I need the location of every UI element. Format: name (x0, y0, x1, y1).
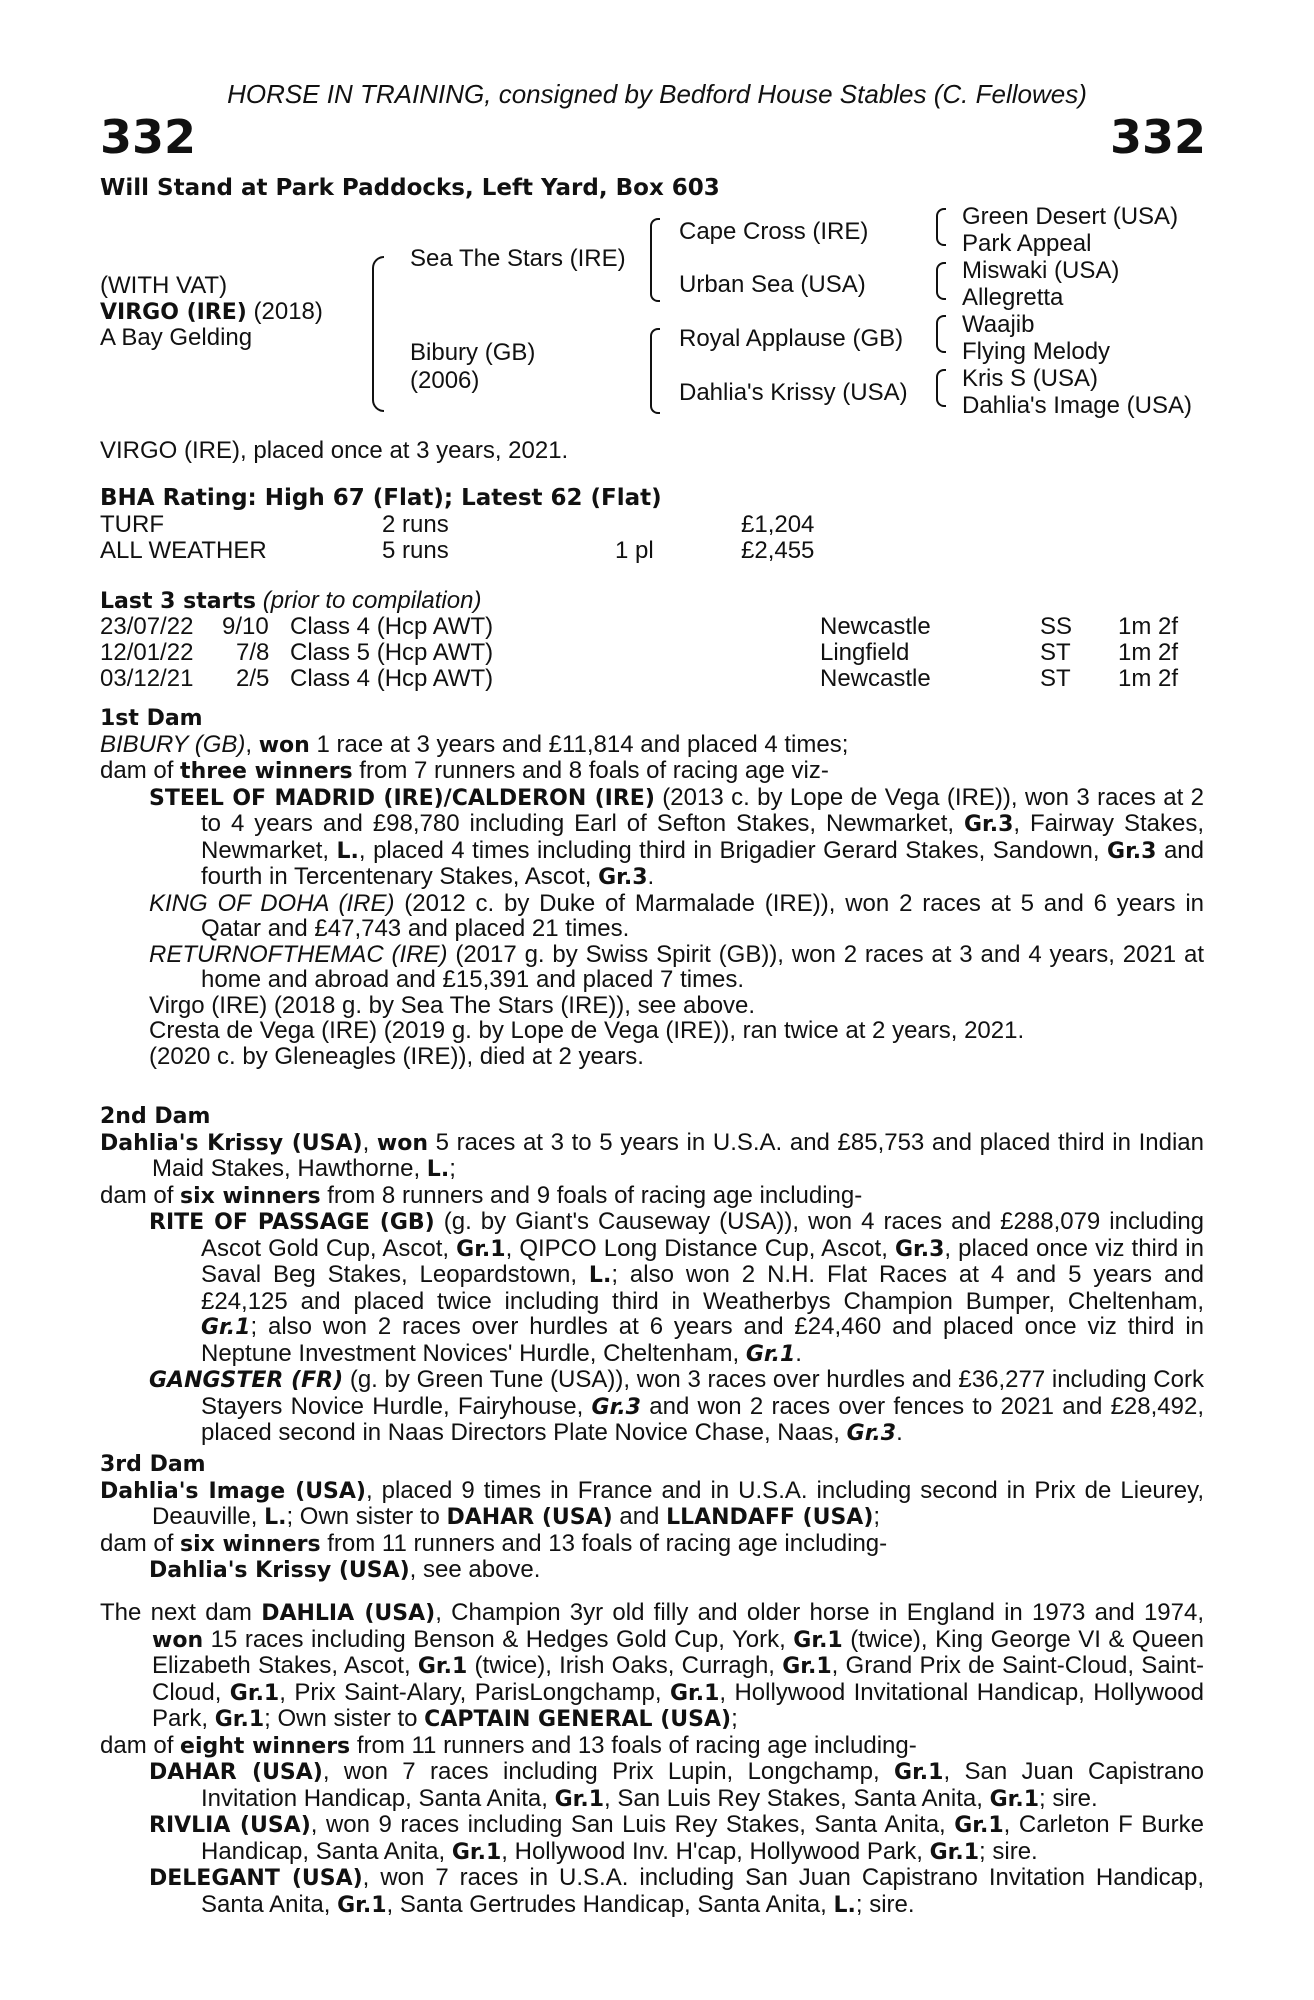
stand-location: Will Stand at Park Paddocks, Left Yard, Box 603 (100, 175, 720, 201)
text: , won 7 races including Prix Lupin, Longchamp, (322, 1758, 895, 1785)
start-race: Class 5 (Hcp AWT) (290, 639, 494, 666)
text: ; Own sister to (264, 1705, 425, 1732)
consignment-header: HORSE IN TRAINING, consigned by Bedford House Stables (C. Fellowes) (227, 79, 1087, 109)
grade-label: Gr.3 (598, 865, 648, 890)
text: dam of (100, 1731, 181, 1759)
start-date: 03/12/21 (100, 665, 194, 692)
dam-name: Dahlia's Image (USA) (100, 1478, 366, 1504)
start-surface: ST (1040, 639, 1071, 666)
last-starts-title: Last 3 starts (100, 589, 257, 614)
produce-entry: Virgo (IRE) (2018 g. by Sea The Stars (IRE)), see above. (149, 991, 756, 1019)
sibling-name: CAPTAIN GENERAL (USA) (424, 1707, 732, 1732)
grade-label: Gr.3 (894, 1236, 945, 1262)
rating-title: BHA Rating: High 67 (Flat); Latest 62 (Flat) (100, 485, 662, 511)
grade-label: Gr.1 (337, 1892, 387, 1918)
grade-label: Gr.1 (229, 1680, 280, 1706)
grandsire-1: Green Desert (USA) (962, 203, 1179, 230)
start-surface: SS (1040, 613, 1073, 640)
text: , Champion 3yr old filly and older horse in England in 1973 and 1974, (435, 1599, 1205, 1626)
dam-of-line (100, 1531, 1204, 1558)
text: ; sire. (855, 1890, 915, 1918)
sire-sire-name: Cape Cross (IRE) (679, 218, 869, 245)
produce-entry (100, 891, 1204, 942)
text: ; also won 2 N.H. Flat Races at 4 and 5 years and £24,125 and placed twice including third in Weatherbys Champion Bumper, Cheltenham, (201, 1261, 1204, 1315)
grade-label: Gr.1 (745, 1341, 796, 1367)
text: , Hollywood Inv. H'cap, Hollywood Park, (501, 1837, 930, 1865)
text: from 8 runners and 9 foals of racing age including- (320, 1181, 863, 1209)
horse-title (100, 299, 323, 326)
text: . (647, 863, 655, 890)
produce-entry: (2020 c. by Gleneagles (IRE)), died at 2 years. (149, 1042, 644, 1070)
text: , Santa Gertrudes Handicap, Santa Anita, (386, 1890, 834, 1918)
produce-name: RITE OF PASSAGE (GB) (149, 1210, 435, 1235)
produce-entry (100, 1557, 1204, 1584)
first-dam-section (100, 706, 1204, 1069)
dam-of-line (100, 1183, 1204, 1210)
dam-record (100, 1600, 1204, 1733)
grandsire-2: Park Appeal (962, 230, 1092, 257)
text: , placed 9 times in France and in U.S.A. including second in Prix de Lieurey, Deauville, (152, 1476, 1204, 1530)
text: dam of (100, 757, 181, 784)
grade-label: Gr.1 (451, 1839, 502, 1865)
grandsire-5: Waajib (962, 311, 1035, 338)
horse-name: VIRGO (IRE) (100, 300, 247, 325)
dam-name: Bibury (GB) (410, 339, 536, 366)
text: , won 9 races including San Luis Rey Stakes, Santa Anita, (310, 1811, 955, 1838)
grade-label: Gr.3 (1107, 838, 1157, 864)
text: ; (449, 1155, 456, 1182)
produce-name: GANGSTER (FR) (149, 1368, 344, 1393)
produce-entry (100, 1812, 1204, 1865)
won-label: won (376, 1130, 429, 1156)
text: , placed once viz third in Saval Beg Stakes, Leopardstown, (201, 1234, 1204, 1288)
grade-label: Gr.1 (793, 1627, 843, 1653)
dam-of-line (100, 1733, 1204, 1760)
rating-placed: 1 pl (615, 537, 654, 564)
grandsire-6: Flying Melody (962, 338, 1111, 365)
sire-name: Sea The Stars (IRE) (410, 245, 626, 272)
listed-label: L. (264, 1505, 287, 1530)
text: and won 2 races over fences to 2021 and £28,492, placed second in Naas Directors Plate Novice Chase, Naas, (201, 1392, 1204, 1446)
text: ; Own sister to (286, 1503, 447, 1530)
last-starts-heading (100, 588, 481, 615)
text: and (612, 1503, 667, 1530)
dam-record (100, 1478, 1204, 1531)
dam-record (100, 1130, 1204, 1183)
start-distance: 1m 2f (1118, 665, 1179, 692)
text: and fourth in Tercentenary Stakes, Ascot, (201, 836, 1205, 890)
text: ; sire. (979, 1837, 1038, 1865)
text: (twice), King George VI & Queen Elizabeth Stakes, Ascot, (152, 1625, 1204, 1679)
produce-entry (100, 1865, 1204, 1918)
pedigree-brace-g3 (936, 315, 946, 353)
text: , QIPCO Long Distance Cup, Ascot, (505, 1234, 895, 1262)
text: dam of (100, 1181, 181, 1209)
dam-record (100, 732, 1204, 759)
grandsire-7: Kris S (USA) (962, 365, 1099, 392)
dam-dam-name: Dahlia's Krissy (USA) (679, 379, 908, 406)
pedigree-brace-sire (650, 218, 660, 302)
listed-label: L. (426, 1157, 450, 1182)
pedigree-brace-main (372, 256, 384, 412)
produce-name: STEEL OF MADRID (IRE)/CALDERON (IRE) (149, 785, 655, 811)
grade-label: Gr.1 (954, 1813, 1004, 1838)
text: , San Juan Capistrano Invitation Handicap, Santa Anita, (201, 1758, 1205, 1812)
text: dam of (100, 1529, 181, 1557)
winners-count: six winners (180, 1183, 321, 1209)
start-race: Class 4 (Hcp AWT) (290, 665, 494, 692)
dam-year: (2006) (410, 367, 480, 394)
next-dam-section (100, 1600, 1204, 1918)
rating-earnings: £2,455 (741, 537, 815, 564)
start-course: Newcastle (820, 613, 931, 640)
horse-description: A Bay Gelding (100, 324, 253, 351)
produce-entry: Cresta de Vega (IRE) (2019 g. by Lope de Vega (IRE)), ran twice at 2 years, 2021. (149, 1017, 1025, 1044)
dam-of-line (100, 758, 1204, 785)
dam-name: DAHLIA (USA) (261, 1601, 436, 1626)
pedigree-brace-dam (650, 328, 660, 414)
winners-count: six winners (180, 1531, 321, 1557)
won-label: won (152, 1627, 204, 1653)
sire-dam-name: Urban Sea (USA) (679, 271, 866, 298)
start-course: Lingfield (820, 639, 910, 666)
listed-label: L. (833, 1892, 856, 1918)
text: (2017 g. by Swiss Spirit (GB)), won 2 races at 3 and 4 years, 2021 at home and abroad and £15,391 and placed 7 times. (201, 940, 1204, 993)
grade-label: Gr.3 (963, 812, 1014, 837)
text: (g. by Green Tune (USA)), won 3 races over hurdles and £36,277 including Cork Stayers Novice Hurdle, Fairyhouse, (201, 1366, 1204, 1420)
second-dam-section (100, 1104, 1204, 1447)
text: . (896, 1419, 903, 1446)
grade-label: Gr.1 (214, 1707, 265, 1732)
last-starts-note: (prior to compilation) (256, 587, 482, 614)
text: , Grand Prix de Saint-Cloud, Saint-Cloud, (152, 1652, 1205, 1706)
third-dam-section (100, 1452, 1204, 1584)
grandsire-4: Allegretta (962, 284, 1064, 311)
text: , Fairway Stakes, Newmarket, (201, 810, 1205, 864)
text: , won 7 races in U.S.A. including San Juan Capistrano Invitation Handicap, Santa Anita, (201, 1864, 1205, 1918)
text: 15 races including Benson & Hedges Gold Cup, York, (203, 1625, 794, 1653)
start-surface: ST (1040, 665, 1071, 692)
grade-label: Gr.1 (894, 1760, 944, 1785)
lot-number-right: 332 (1109, 110, 1206, 164)
grade-label: Gr.1 (929, 1839, 980, 1865)
text: from 11 runners and 13 foals of racing age including- (350, 1731, 917, 1759)
text: , Prix Saint-Alary, ParisLongchamp, (279, 1678, 670, 1706)
grade-label: Gr.1 (669, 1680, 720, 1706)
text: . (795, 1339, 802, 1367)
pedigree-brace-g1 (936, 208, 946, 246)
start-position: 7/8 (236, 639, 270, 666)
text: , Hollywood Invitational Handicap, Hollywood Park, (152, 1678, 1204, 1732)
dam-name: BIBURY (GB) (100, 730, 246, 758)
start-distance: 1m 2f (1118, 639, 1179, 666)
grandsire-8: Dahlia's Image (USA) (962, 392, 1192, 419)
start-date: 12/01/22 (100, 639, 194, 666)
text: ; also won 2 races over hurdles at 6 years and £24,460 and placed once viz third in Neptune Investment Novices' Hurdle, Cheltenham, (201, 1313, 1204, 1367)
start-race: Class 4 (Hcp AWT) (290, 613, 494, 640)
sibling-name: DAHAR (USA) (446, 1505, 613, 1530)
dam-name: Dahlia's Krissy (USA) (100, 1130, 363, 1156)
listed-label: L. (336, 838, 359, 864)
text: , see above. (409, 1556, 541, 1583)
text: 5 races at 3 to 5 years in U.S.A. and £85,753 and placed third in Indian Maid Stakes, Hawthorne, (152, 1128, 1204, 1182)
produce-name: RETURNOFTHEMAC (IRE) (149, 940, 448, 968)
grade-label: Gr.1 (554, 1786, 605, 1812)
text: (g. by Giant's Causeway (USA)), won 4 races and £288,079 including Ascot Gold Cup, Ascot, (201, 1208, 1205, 1262)
produce-entry (100, 942, 1204, 993)
grade-label: Gr.1 (201, 1315, 251, 1340)
rating-earnings: £1,204 (741, 511, 815, 538)
text: , (245, 730, 259, 758)
pedigree-brace-g2 (936, 262, 946, 300)
text: ; (731, 1705, 738, 1732)
rating-surface: TURF (100, 511, 164, 538)
text: from 11 runners and 13 foals of racing age including- (320, 1529, 888, 1557)
grade-label: Gr.3 (846, 1421, 897, 1446)
produce-name: RIVLIA (USA) (149, 1813, 311, 1838)
text: 1 race at 3 years and £11,814 and placed 4 times; (309, 730, 849, 758)
grandsire-3: Miswaki (USA) (962, 257, 1120, 284)
text: The next dam (100, 1599, 262, 1626)
grade-label: Gr.1 (417, 1654, 468, 1679)
text: , San Luis Rey Stakes, Santa Anita, (604, 1784, 990, 1812)
start-course: Newcastle (820, 665, 931, 692)
dam-sire-name: Royal Applause (GB) (679, 325, 904, 352)
lot-number-left: 332 (100, 110, 197, 164)
text: (2012 c. by Duke of Marmalade (IRE)), won 2 races at 5 and 6 years in Qatar and £47,743 and placed 21 times. (201, 889, 1204, 942)
text: (2013 c. by Lope de Vega (IRE)), won 3 races at 2 to 4 years and £98,780 including Earl of Sefton Stakes, Newmarket, (201, 783, 1204, 837)
text: , Carleton F Burke Handicap, Santa Anita, (201, 1811, 1204, 1865)
produce-name: Dahlia's Krissy (USA) (149, 1558, 410, 1583)
start-date: 23/07/22 (100, 613, 194, 640)
produce-name: DELEGANT (USA) (149, 1866, 363, 1891)
grade-label: Gr.1 (456, 1236, 506, 1262)
horse-summary: VIRGO (IRE), placed once at 3 years, 2021. (100, 437, 569, 464)
produce-name: DAHAR (USA) (149, 1760, 323, 1785)
listed-label: L. (588, 1263, 612, 1288)
section-heading: 1st Dam (100, 706, 203, 731)
start-distance: 1m 2f (1118, 613, 1179, 640)
rating-runs: 2 runs (382, 511, 449, 538)
produce-entry (100, 1209, 1204, 1367)
produce-entry (100, 1367, 1204, 1447)
text: from 7 runners and 8 foals of racing age viz- (352, 757, 829, 784)
rating-runs: 5 runs (382, 537, 449, 564)
horse-year: (2018) (246, 298, 323, 325)
won-label: won (258, 732, 310, 758)
text: ; sire. (1039, 1784, 1098, 1812)
grade-label: Gr.1 (989, 1786, 1040, 1812)
rating-surface: ALL WEATHER (100, 537, 267, 564)
start-position: 9/10 (222, 613, 269, 640)
grade-label: Gr.3 (591, 1394, 641, 1420)
sibling-name: LLANDAFF (USA) (666, 1505, 874, 1530)
pedigree-brace-g4 (936, 369, 946, 407)
start-position: 2/5 (236, 665, 270, 692)
produce-name: KING OF DOHA (IRE) (149, 889, 395, 917)
grade-label: Gr.1 (782, 1654, 832, 1679)
winners-count: three winners (180, 759, 353, 784)
produce-entry (100, 785, 1204, 891)
text: , (362, 1128, 377, 1156)
section-heading: 2nd Dam (100, 1104, 211, 1129)
produce-entry (100, 1759, 1204, 1812)
text: , placed 4 times including third in Brigadier Gerard Stakes, Sandown, (358, 836, 1108, 864)
text: ; (873, 1503, 881, 1530)
section-heading: 3rd Dam (100, 1452, 206, 1477)
text: (twice), Irish Oaks, Curragh, (467, 1652, 783, 1679)
winners-count: eight winners (180, 1733, 351, 1759)
vat-label: (WITH VAT) (100, 272, 228, 299)
